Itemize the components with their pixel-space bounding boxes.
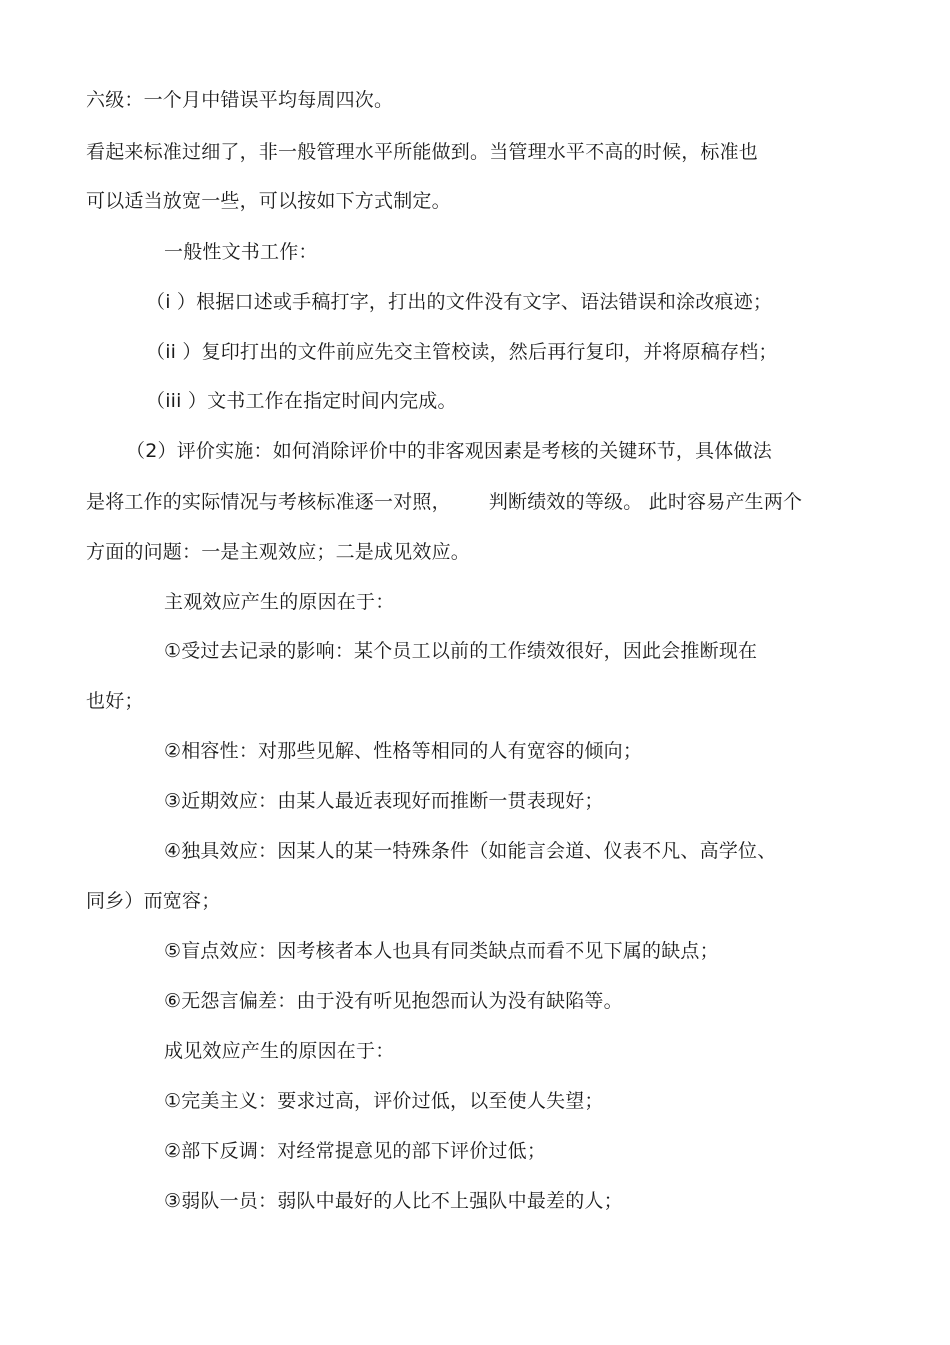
text-line: 可以适当放宽一些，可以按如下方式制定。 [86, 190, 451, 212]
list-item: ①完美主义：要求过高，评价过低，以至使人失望； [164, 1090, 604, 1112]
section-heading: 主观效应产生的原因在于： [164, 591, 395, 613]
section-heading: 一般性文书工作： [164, 241, 318, 263]
list-item: ④独具效应：因某人的某一特殊条件（如能言会道、仪表不凡、高学位、 [164, 840, 777, 862]
section-heading: 成见效应产生的原因在于： [164, 1040, 395, 1062]
text-line: 也好； [86, 690, 144, 712]
list-item: （ii ）复印打出的文件前应先交主管校读，然后再行复印，并将原稿存档； [146, 341, 778, 363]
list-item: ⑤盲点效应：因考核者本人也具有同类缺点而看不见下属的缺点； [164, 940, 719, 962]
text-line: 方面的问题：一是主观效应；二是成见效应。 [86, 541, 471, 563]
list-item: ⑥无怨言偏差：由于没有听见抱怨而认为没有缺陷等。 [164, 990, 623, 1012]
text-line: （2）评价实施：如何消除评价中的非客观因素是考核的关键环节，具体做法 [126, 440, 772, 462]
list-item: ①受过去记录的影响：某个员工以前的工作绩效很好，因此会推断现在 [164, 640, 758, 662]
list-item: ③近期效应：由某人最近表现好而推断一贯表现好； [164, 790, 604, 812]
text-line: 六级：一个月中错误平均每周四次。 [86, 89, 394, 111]
list-item: ③弱队一员：弱队中最好的人比不上强队中最差的人； [164, 1190, 623, 1212]
text-fragment: 判断绩效的等级。 此时容易产生两个 [488, 491, 803, 513]
text-line: 同乡）而宽容； [86, 890, 221, 912]
list-item: （iii ）文书工作在指定时间内完成。 [146, 390, 457, 412]
text-line: 看起来标准过细了，非一般管理水平所能做到。当管理水平不高的时候，标准也 [86, 141, 759, 163]
list-item: ②部下反调：对经常提意见的部下评价过低； [164, 1140, 547, 1162]
list-item: ②相容性：对那些见解、性格等相同的人有宽容的倾向； [164, 740, 643, 762]
list-item: （i ）根据口述或手稿打字，打出的文件没有文字、语法错误和涂改痕迹； [146, 291, 773, 313]
text-line [86, 490, 802, 514]
text-fragment: 是将工作的实际情况与考核标准逐一对照， [86, 491, 451, 513]
